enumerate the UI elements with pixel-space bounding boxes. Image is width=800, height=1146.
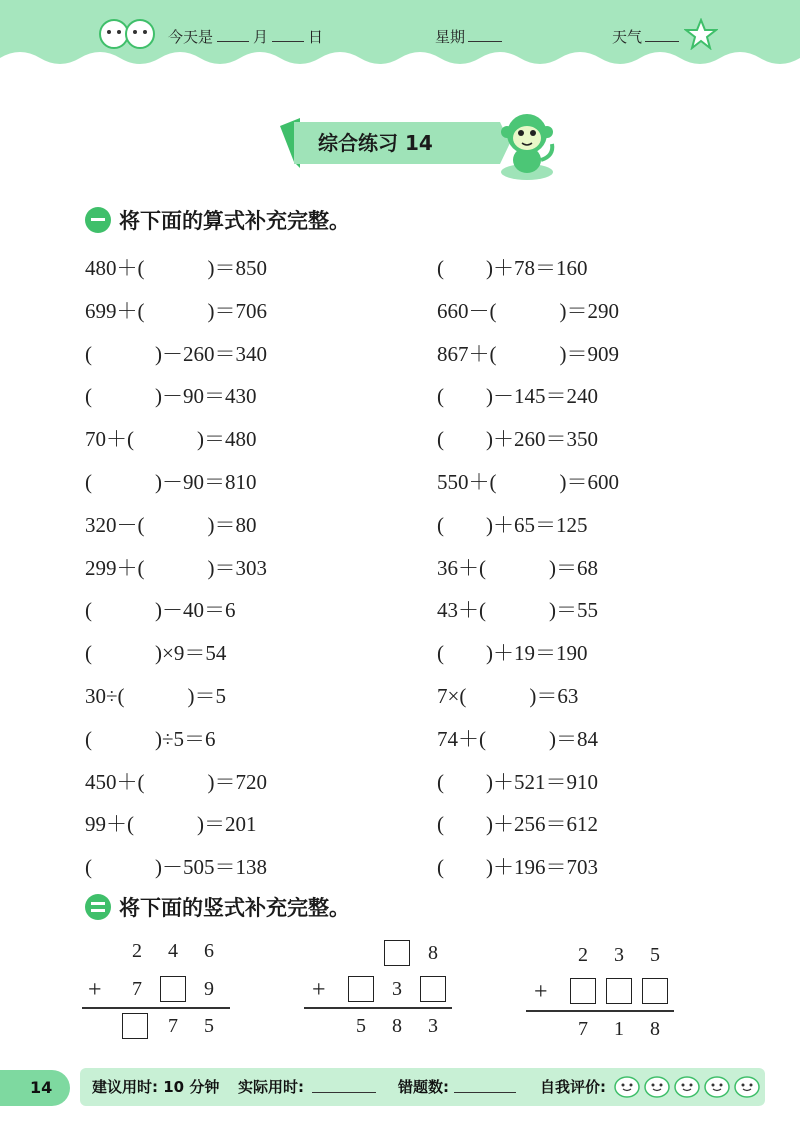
digit: 8 — [650, 1018, 660, 1040]
sum-line — [526, 1010, 674, 1012]
equation-row[interactable]: ( )×9＝54 — [85, 641, 227, 666]
suggested-time: 建议用时: 10 分钟 — [92, 1078, 220, 1096]
equation-row[interactable]: ( )－40＝6 — [85, 598, 236, 623]
page-number: 14 — [30, 1078, 53, 1097]
digit: 7 — [578, 1018, 588, 1040]
smiley-face-icon[interactable] — [734, 1074, 760, 1098]
answer-box[interactable] — [160, 976, 186, 1002]
digit: 7 — [168, 1015, 178, 1037]
equation-row[interactable]: 867＋( )＝909 — [437, 341, 619, 366]
digit: 2 — [578, 944, 588, 966]
actual-time-label: 实际用时: — [238, 1078, 304, 1096]
smiley-face-icon[interactable] — [644, 1074, 670, 1098]
digit: 5 — [204, 1015, 214, 1037]
answer-box[interactable] — [348, 976, 374, 1002]
section-1-number-icon — [85, 207, 111, 233]
section-2-number-icon — [85, 894, 111, 920]
actual-time-blank[interactable] — [312, 1078, 376, 1093]
equation-row[interactable]: 450＋( )＝720 — [85, 769, 267, 794]
equation-row[interactable]: ( )－145＝240 — [437, 384, 598, 409]
equation-row[interactable]: ( )＋256＝612 — [437, 812, 598, 837]
equation-row[interactable]: 36＋( )＝68 — [437, 555, 598, 580]
sum-line — [304, 1007, 452, 1009]
section-2-title: 将下面的竖式补充完整。 — [119, 896, 350, 920]
digit: 9 — [204, 978, 214, 1000]
answer-box[interactable] — [606, 978, 632, 1004]
answer-box[interactable] — [384, 940, 410, 966]
digit: 7 — [132, 978, 142, 1000]
equation-row[interactable]: 660－( )＝290 — [437, 298, 619, 323]
weather-field — [612, 26, 679, 47]
digit: 8 — [428, 942, 438, 964]
self-eval-label: 自我评价: — [540, 1078, 606, 1096]
equation-row[interactable]: ( )＋196＝703 — [437, 855, 598, 880]
page-number-tab — [0, 1070, 70, 1106]
digit: 5 — [356, 1015, 366, 1037]
digit: 3 — [392, 978, 402, 1000]
equation-row[interactable]: ( )＋19＝190 — [437, 641, 588, 666]
equation-row[interactable]: 699＋( )＝706 — [85, 298, 267, 323]
equation-row[interactable]: ( )－90＝810 — [85, 470, 257, 494]
section-2-heading — [85, 892, 350, 922]
equation-row[interactable]: ( )＋78＝160 — [437, 256, 588, 280]
plus-sign: + — [88, 977, 102, 1003]
equation-row[interactable]: 480＋( )＝850 — [85, 256, 267, 280]
digit: 3 — [428, 1015, 438, 1037]
monkey-icon — [492, 104, 562, 184]
equation-row[interactable]: 299＋( )＝303 — [85, 555, 267, 580]
equation-row[interactable]: ( )＋521＝910 — [437, 769, 598, 794]
answer-box[interactable] — [420, 976, 446, 1002]
digit: 8 — [392, 1015, 402, 1037]
section-1-title: 将下面的算式补充完整。 — [119, 209, 350, 233]
date-label: 今天是 — [168, 28, 214, 46]
equation-row[interactable]: 550＋( )＝600 — [437, 470, 619, 494]
smiley-face-icon[interactable] — [704, 1074, 730, 1098]
sum-line — [82, 1007, 230, 1009]
equation-row[interactable]: 43＋( )＝55 — [437, 598, 598, 623]
equation-row[interactable]: 7×( )＝63 — [437, 684, 579, 708]
equation-row[interactable]: 320－( )＝80 — [85, 512, 257, 537]
smiley-face-icon[interactable] — [614, 1074, 640, 1098]
digit: 3 — [614, 944, 624, 966]
month-label: 月 — [253, 28, 269, 46]
date-field — [168, 26, 323, 47]
equation-row[interactable]: 74＋( )＝84 — [437, 726, 598, 751]
answer-box[interactable] — [642, 978, 668, 1004]
equation-row[interactable]: ( )＋260＝350 — [437, 427, 598, 452]
digit: 4 — [168, 940, 178, 962]
equation-row[interactable]: 99＋( )＝201 — [85, 812, 257, 837]
equation-row[interactable]: 30÷( )＝5 — [85, 684, 227, 708]
equation-row[interactable]: ( )－505＝138 — [85, 855, 267, 880]
equation-row[interactable]: ( )－260＝340 — [85, 341, 267, 366]
weekday-label: 星期 — [435, 28, 466, 46]
answer-box[interactable] — [122, 1013, 148, 1039]
day-label: 日 — [308, 28, 324, 46]
equation-row[interactable]: ( )－90＝430 — [85, 384, 257, 409]
answer-box[interactable] — [570, 978, 596, 1004]
equation-row[interactable]: ( )＋65＝125 — [437, 512, 588, 537]
section-1-heading — [85, 205, 350, 235]
weekday-field — [435, 26, 502, 47]
page-title: 综合练习 14 — [318, 131, 433, 155]
plus-sign: + — [312, 977, 326, 1003]
digit: 5 — [650, 944, 660, 966]
equation-row[interactable]: 70＋( )＝480 — [85, 427, 257, 452]
month-blank[interactable] — [217, 27, 249, 42]
digit: 6 — [204, 940, 214, 962]
day-blank[interactable] — [272, 27, 304, 42]
star-icon — [684, 18, 718, 54]
weather-label: 天气 — [612, 28, 643, 46]
weather-blank[interactable] — [645, 27, 679, 42]
digit: 1 — [614, 1018, 624, 1040]
errors-blank[interactable] — [454, 1078, 516, 1093]
plus-sign: + — [534, 979, 548, 1005]
digit: 2 — [132, 940, 142, 962]
weekday-blank[interactable] — [468, 27, 502, 42]
equation-row[interactable]: ( )÷5＝6 — [85, 726, 216, 751]
errors-label: 错题数: — [398, 1078, 449, 1096]
smiley-face-icon[interactable] — [674, 1074, 700, 1098]
mascot-icon — [98, 18, 158, 50]
